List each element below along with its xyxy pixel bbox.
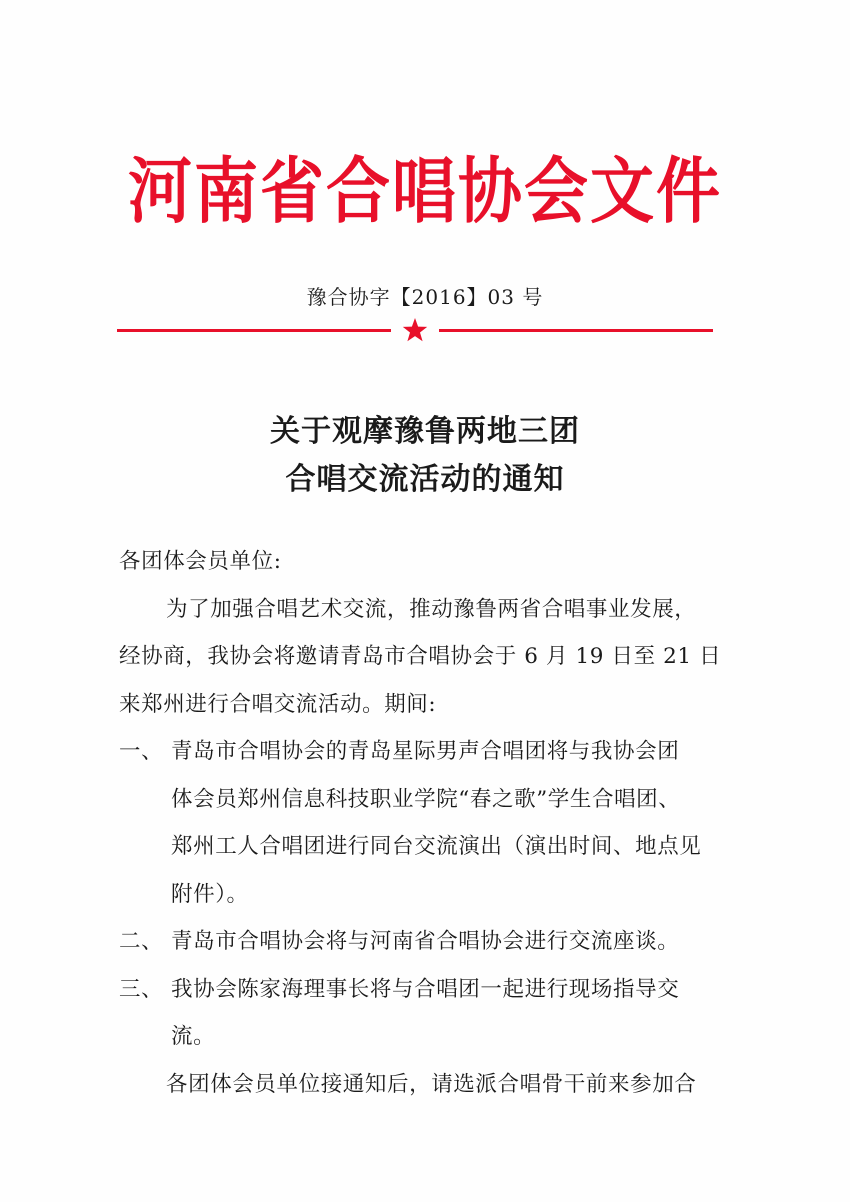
list-item-3-line-1: 我协会陈家海理事长将与合唱团一起进行现场指导交 bbox=[171, 976, 680, 1002]
intro-line-3: 来郑州进行合唱交流活动。期间: bbox=[119, 691, 437, 717]
separator-line-left bbox=[117, 329, 391, 332]
separator-line-right bbox=[439, 329, 713, 332]
intro-line-2: 经协商，我协会将邀请青岛市合唱协会于 6 月 19 日至 21 日 bbox=[119, 644, 722, 669]
notice-title-line-1: 关于观摩豫鲁两地三团 bbox=[270, 414, 580, 449]
list-item-2-line-1: 青岛市合唱协会将与河南省合唱协会进行交流座谈。 bbox=[171, 929, 680, 954]
notice-body bbox=[119, 538, 722, 1108]
list-item-1 bbox=[119, 728, 719, 918]
notice-title-line-2: 合唱交流活动的通知 bbox=[285, 462, 565, 497]
closing-line: 各团体会员单位接通知后，请选派合唱骨干前来参加合 bbox=[166, 1071, 697, 1097]
list-item-1-line-3: 郑州工人合唱团进行同台交流演出（演出时间、地点见 bbox=[171, 834, 702, 859]
red-separator bbox=[117, 316, 713, 346]
document-number: 豫合协字【2016】03 号 bbox=[306, 285, 544, 309]
list-marker-3: 三、 bbox=[119, 976, 164, 1002]
list-item-1-line-2: 体会员郑州信息科技职业学院“春之歌”学生合唱团、 bbox=[171, 786, 681, 812]
salutation: 各团体会员单位: bbox=[119, 549, 282, 574]
list-item-1-line-1: 青岛市合唱协会的青岛星际男声合唱团将与我协会团 bbox=[171, 739, 680, 764]
list-item-1-line-4: 附件）。 bbox=[171, 881, 249, 907]
list-item-3 bbox=[119, 966, 719, 1061]
notice-title bbox=[0, 408, 850, 504]
list-marker-2: 二、 bbox=[119, 929, 164, 954]
intro-line-1: 为了加强合唱艺术交流，推动豫鲁两省合唱事业发展， bbox=[166, 596, 697, 622]
list-item-3-line-2: 流。 bbox=[171, 1024, 216, 1049]
masthead-title: 河南省合唱协会文件 bbox=[128, 150, 722, 234]
list-item-2 bbox=[119, 918, 719, 966]
list-marker-1: 一、 bbox=[119, 739, 164, 764]
star-icon bbox=[401, 316, 429, 344]
